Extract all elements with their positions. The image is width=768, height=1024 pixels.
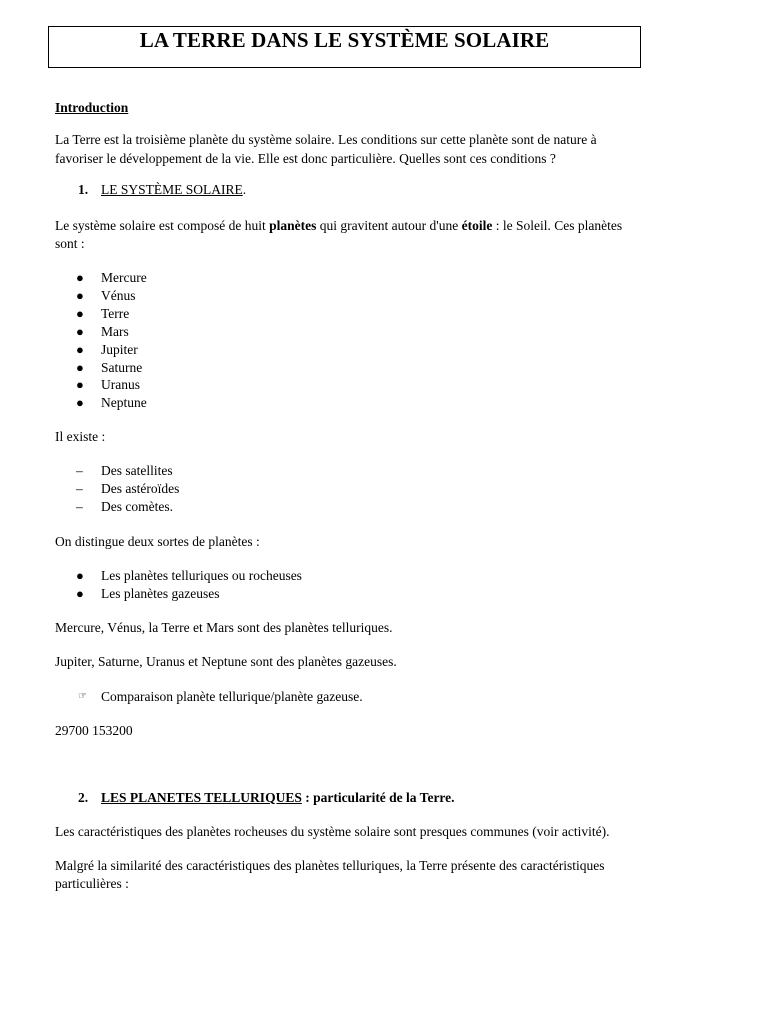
- page-title: LA TERRE DANS LE SYSTÈME SOLAIRE: [139, 28, 550, 52]
- disc-bullet-icon: ●: [76, 270, 84, 285]
- intro-heading: Introduction: [55, 100, 129, 115]
- section1-heading-suffix: .: [242, 182, 247, 197]
- disc-bullet-icon: ●: [76, 306, 84, 321]
- list-item: Les planètes telluriques ou rocheuses: [101, 568, 302, 583]
- list-item: Mars: [101, 324, 129, 339]
- section1-para-text-a: Le système solaire est composé de huit: [55, 218, 270, 233]
- comparison-line: Comparaison planète tellurique/planète gazeuse.: [101, 689, 363, 704]
- section1-heading: LE SYSTÈME SOLAIRE: [101, 182, 243, 197]
- section2-heading: LES PLANETES TELLURIQUES: [101, 790, 302, 805]
- disc-bullet-icon: ●: [76, 377, 84, 392]
- gas-sentence: Jupiter, Saturne, Uranus et Neptune sont des planètes gazeuses.: [55, 654, 397, 669]
- section1-para-bold-planetes: planètes: [269, 218, 317, 233]
- list-item: Les planètes gazeuses: [101, 586, 220, 601]
- section1-para-line2: sont :: [55, 236, 85, 251]
- title-box: [48, 26, 641, 68]
- disc-bullet-icon: ●: [76, 360, 84, 375]
- section2-heading-suffix: : particularité de la Terre.: [301, 790, 455, 805]
- exists-label: Il existe :: [55, 429, 106, 444]
- list-item: Mercure: [101, 270, 147, 285]
- section1-number: 1.: [78, 182, 89, 197]
- disc-bullet-icon: ●: [76, 288, 84, 303]
- distinguish-label: On distingue deux sortes de planètes :: [55, 534, 260, 549]
- section1-para-bold-etoile: étoile: [461, 218, 493, 233]
- section2-para2-line1: Malgré la similarité des caractéristiques des planètes telluriques, la Terre présente des caractéristiques: [55, 858, 605, 873]
- list-item: Des astéroïdes: [101, 481, 180, 496]
- dash-bullet-icon: –: [76, 481, 83, 496]
- disc-bullet-icon: ●: [76, 395, 84, 410]
- code-line: 29700 153200: [55, 723, 133, 738]
- list-item: Des comètes.: [101, 499, 173, 514]
- list-item: Terre: [101, 306, 130, 321]
- list-item: Uranus: [101, 377, 140, 392]
- section2-para2-line2: particulières :: [55, 876, 129, 891]
- dash-bullet-icon: –: [76, 463, 83, 478]
- disc-bullet-icon: ●: [76, 586, 84, 601]
- section1-heading-line: [101, 182, 246, 198]
- section2-para1: Les caractéristiques des planètes rocheuses du système solaire sont presques communes (voir activité).: [55, 824, 610, 839]
- intro-para-line2: favoriser le développement de la vie. Elle est donc particulière. Quelles sont ces conditions ?: [55, 151, 556, 166]
- list-item: Des satellites: [101, 463, 173, 478]
- list-item: Neptune: [101, 395, 147, 410]
- list-item: Vénus: [101, 288, 136, 303]
- list-item: Jupiter: [101, 342, 138, 357]
- section2-heading-line: [101, 790, 455, 806]
- pointing-hand-icon: ☞: [78, 691, 87, 702]
- disc-bullet-icon: ●: [76, 568, 84, 583]
- section1-para-text-c: qui gravitent autour d'une: [316, 218, 462, 233]
- section1-para-line1: [55, 218, 622, 234]
- section1-para-text-e: : le Soleil. Ces planètes: [492, 218, 623, 233]
- telluric-sentence: Mercure, Vénus, la Terre et Mars sont des planètes telluriques.: [55, 620, 393, 635]
- disc-bullet-icon: ●: [76, 342, 84, 357]
- dash-bullet-icon: –: [76, 499, 83, 514]
- disc-bullet-icon: ●: [76, 324, 84, 339]
- list-item: Saturne: [101, 360, 143, 375]
- intro-para-line1: La Terre est la troisième planète du système solaire. Les conditions sur cette planète sont de nature à: [55, 132, 597, 147]
- section2-number: 2.: [78, 790, 89, 805]
